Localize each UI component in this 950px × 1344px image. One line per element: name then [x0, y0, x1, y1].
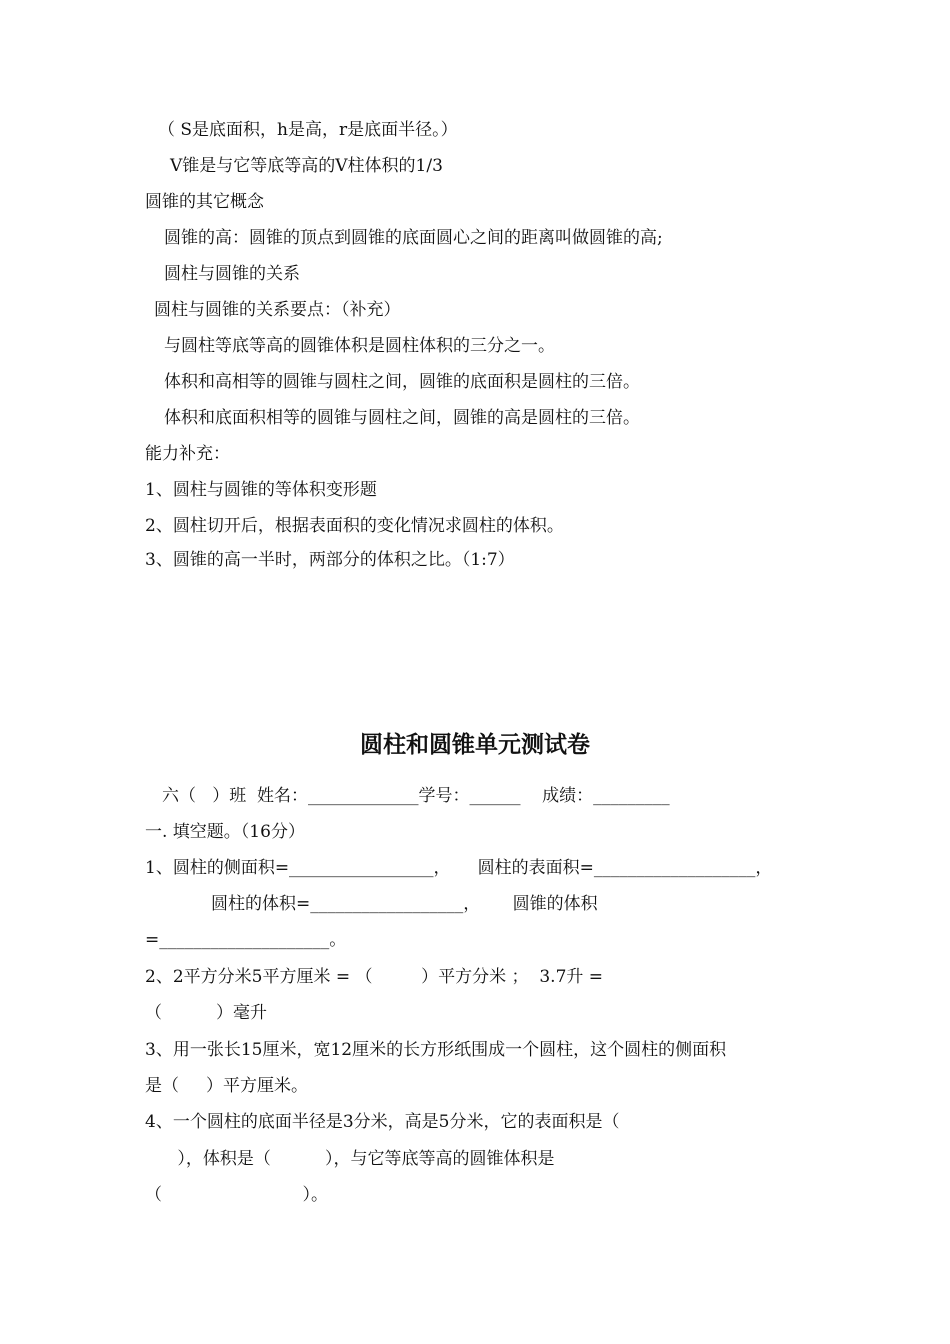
cone-height-definition: 圆锥的高：圆锥的顶点到圆锥的底面圆心之间的距离叫做圆锥的高; [164, 228, 663, 248]
question-3-line-1: 3、用一张长15厘米，宽12厘米的长方形纸围成一个圆柱，这个圆柱的侧面积 [145, 1040, 727, 1060]
test-title: 圆柱和圆锥单元测试卷 [360, 732, 590, 758]
question-1-line-3: =____________________。 [145, 930, 347, 950]
ability-item-3: 3、圆锥的高一半时，两部分的体积之比。（1:7） [145, 550, 515, 570]
cone-concepts-heading: 圆锥的其它概念 [145, 192, 264, 212]
ability-item-2: 2、圆柱切开后，根据表面积的变化情况求圆柱的体积。 [145, 516, 564, 536]
cone-volume-rule: V锥是与它等底等高的V柱体积的1/3 [170, 156, 443, 176]
question-4-line-2: ），体积是（ ），与它等底等高的圆锥体积是 [145, 1149, 555, 1169]
question-4-line-1: 4、一个圆柱的底面半径是3分米，高是5分米，它的表面积是（ [145, 1112, 620, 1132]
relation-point-1: 与圆柱等底等高的圆锥体积是圆柱体积的三分之一。 [164, 336, 555, 356]
ability-item-1: 1、圆柱与圆锥的等体积变形题 [145, 480, 377, 500]
question-4-line-3: （ ）。 [145, 1185, 328, 1205]
formula-legend: （ S是底面积，h是高，r是底面半径。） [158, 120, 458, 140]
question-1-line-1: 1、圆柱的侧面积=_________________， 圆柱的表面积=___________________， [145, 858, 773, 878]
question-2-line-1: 2、2平方分米5平方厘米 = （ ）平方分米 ； 3.7升 = [145, 967, 604, 987]
question-2-line-2: （ ）毫升 [145, 1003, 268, 1023]
ability-heading: 能力补充： [145, 444, 230, 464]
relation-point-3: 体积和底面积相等的圆锥与圆柱之间，圆锥的高是圆柱的三倍。 [164, 408, 640, 428]
student-info-line: 六（ ）班 姓名：_____________学号：______ 成绩：_________ [162, 786, 670, 806]
relation-point-2: 体积和高相等的圆锥与圆柱之间，圆锥的底面积是圆柱的三倍。 [164, 372, 640, 392]
question-3-line-2: 是（ ）平方厘米。 [145, 1076, 309, 1096]
section-fill-blank-heading: 一. 填空题。（16分） [145, 822, 305, 842]
relation-heading: 圆柱与圆锥的关系 [164, 264, 300, 284]
relation-points-heading: 圆柱与圆锥的关系要点：（补充） [154, 300, 401, 320]
question-1-line-2: 圆柱的体积=__________________， 圆锥的体积 [211, 894, 598, 914]
